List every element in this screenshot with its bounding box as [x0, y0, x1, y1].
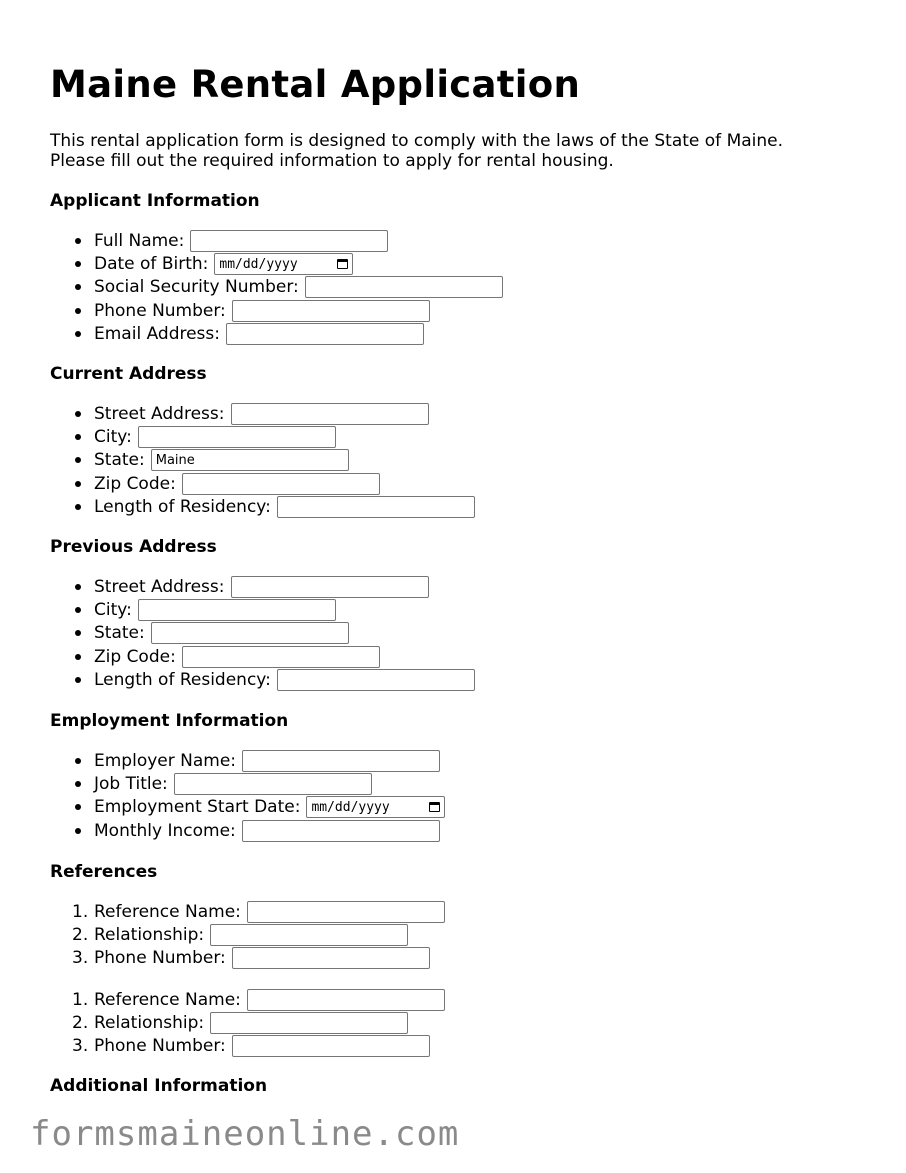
list-item	[50, 575, 475, 598]
zip-label: Zip Code:	[94, 473, 176, 494]
current-state-input[interactable]	[151, 449, 349, 471]
email-input[interactable]	[226, 323, 424, 345]
intro-line-1: This rental application form is designed to comply with the laws of the State of Maine.	[50, 131, 784, 151]
street-label: Street Address:	[94, 403, 225, 424]
additional-heading: Additional Information	[50, 1076, 268, 1096]
list-item	[50, 449, 475, 472]
list-item	[50, 1035, 445, 1058]
intro-text	[50, 131, 870, 171]
full-name-input[interactable]	[190, 230, 388, 252]
city-label: City:	[94, 600, 132, 621]
list-item	[50, 947, 445, 970]
watermark-footer: formsmaineonline.com	[30, 1114, 460, 1154]
calendar-icon[interactable]	[337, 259, 348, 269]
employer-label: Employer Name:	[94, 750, 237, 771]
city-label: City:	[94, 427, 132, 448]
previous-state-input[interactable]	[151, 622, 349, 644]
previous-residency-input[interactable]	[277, 669, 475, 691]
relationship-label: Relationship:	[94, 1013, 205, 1034]
list-item	[50, 900, 445, 923]
full-name-label: Full Name:	[94, 230, 185, 251]
item-number: 3.	[72, 948, 89, 969]
list-item	[50, 669, 475, 692]
page-title: Maine Rental Application	[50, 63, 581, 106]
reference-phone-label: Phone Number:	[94, 948, 226, 969]
job-title-label: Job Title:	[94, 774, 168, 795]
relationship-label: Relationship:	[94, 925, 205, 946]
calendar-icon[interactable]	[429, 802, 440, 812]
current-address-heading: Current Address	[50, 364, 207, 384]
reference-name-label: Reference Name:	[94, 989, 241, 1010]
email-label: Email Address:	[94, 324, 220, 345]
list-item	[50, 496, 475, 519]
list-item	[50, 988, 445, 1011]
dob-date-input[interactable]	[214, 253, 353, 275]
list-item	[50, 598, 475, 621]
list-item	[50, 472, 475, 495]
reference-1-phone-input[interactable]	[232, 947, 430, 969]
current-city-input[interactable]	[138, 426, 336, 448]
ssn-label: Social Security Number:	[94, 277, 299, 298]
list-item	[50, 323, 503, 346]
reference-2-list	[50, 988, 445, 1058]
zip-label: Zip Code:	[94, 646, 176, 667]
list-item	[50, 622, 475, 645]
current-residency-input[interactable]	[277, 496, 475, 518]
reference-1-list	[50, 900, 445, 970]
applicant-list	[50, 229, 503, 346]
phone-label: Phone Number:	[94, 300, 226, 321]
previous-address-heading: Previous Address	[50, 537, 217, 557]
employment-heading: Employment Information	[50, 711, 289, 731]
reference-name-label: Reference Name:	[94, 901, 241, 922]
current-street-input[interactable]	[231, 403, 429, 425]
income-input[interactable]	[242, 820, 440, 842]
reference-phone-label: Phone Number:	[94, 1036, 226, 1057]
list-item	[50, 645, 475, 668]
residency-label: Length of Residency:	[94, 670, 271, 691]
list-item	[50, 923, 445, 946]
item-number: 3.	[72, 1036, 89, 1057]
item-number: 1.	[72, 989, 89, 1010]
reference-1-relationship-input[interactable]	[210, 924, 408, 946]
current-address-list	[50, 402, 475, 519]
list-item	[50, 819, 445, 842]
list-item	[50, 229, 503, 252]
list-item	[50, 772, 445, 795]
employment-list	[50, 749, 445, 843]
ssn-input[interactable]	[305, 276, 503, 298]
start-date-label: Employment Start Date:	[94, 797, 301, 818]
list-item	[50, 749, 445, 772]
list-item	[50, 299, 503, 322]
list-item	[50, 402, 475, 425]
start-date-input[interactable]	[306, 796, 445, 818]
street-label: Street Address:	[94, 576, 225, 597]
income-label: Monthly Income:	[94, 820, 236, 841]
reference-2-phone-input[interactable]	[232, 1035, 430, 1057]
reference-2-name-input[interactable]	[247, 989, 445, 1011]
dob-placeholder: mm/dd/yyyy	[219, 256, 298, 272]
previous-address-list	[50, 575, 475, 692]
item-number: 1.	[72, 901, 89, 922]
previous-street-input[interactable]	[231, 576, 429, 598]
state-label: State:	[94, 623, 145, 644]
list-item	[50, 252, 503, 275]
job-title-input[interactable]	[174, 773, 372, 795]
item-number: 2.	[72, 1013, 89, 1034]
previous-zip-input[interactable]	[182, 646, 380, 668]
reference-1-name-input[interactable]	[247, 901, 445, 923]
start-date-placeholder: mm/dd/yyyy	[311, 799, 390, 815]
references-heading: References	[50, 862, 158, 882]
list-item	[50, 276, 503, 299]
item-number: 2.	[72, 925, 89, 946]
intro-line-2: Please fill out the required information to apply for rental housing.	[50, 151, 614, 171]
dob-label: Date of Birth:	[94, 254, 209, 275]
list-item	[50, 1011, 445, 1034]
previous-city-input[interactable]	[138, 599, 336, 621]
residency-label: Length of Residency:	[94, 497, 271, 518]
state-label: State:	[94, 450, 145, 471]
reference-2-relationship-input[interactable]	[210, 1012, 408, 1034]
current-zip-input[interactable]	[182, 473, 380, 495]
list-item	[50, 425, 475, 448]
list-item	[50, 796, 445, 819]
employer-input[interactable]	[242, 750, 440, 772]
phone-input[interactable]	[232, 300, 430, 322]
applicant-heading: Applicant Information	[50, 191, 260, 211]
